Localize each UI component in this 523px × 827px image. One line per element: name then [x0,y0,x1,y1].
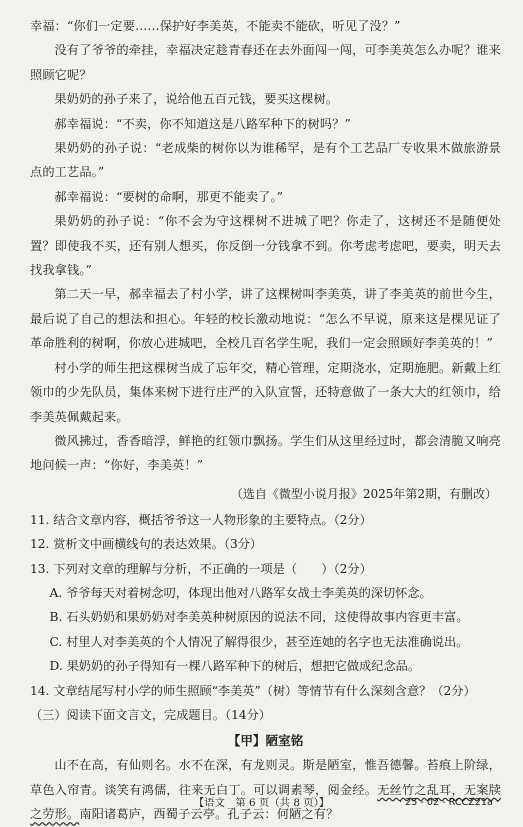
page-footer [0,795,523,811]
story-paragraph: 幸福：“你们一定要……保护好李美英，不能卖不能砍，听见了没？” [30,19,401,33]
classical-text-part: 山不在高，有仙则名。水不在深，有龙则灵。斯是陋室，惟吾德馨。苔痕上阶绿，草色入帘青。谈笑有鸿儒，往来无白丁。可以调素琴，阅金经。 [30,758,501,797]
exam-code: · 25 - 02 - RCCZ21a · [399,797,499,808]
source-citation: （选自《微型小说月报》2025年第2期，有删改） [230,486,497,501]
story-paragraph [30,429,501,478]
option-a: A. 爷爷每天对着树念叨，体现出他对八路军女战士李美英的深切怀念。 [49,585,432,600]
option-b: B. 石头奶奶和果奶奶对李美英种树原因的说法不同，这使得故事内容更丰富。 [49,610,469,625]
question-12: 12. 赏析文中画横线句的表达效果。（3分） [30,537,263,552]
question-11: 11. 结合文章内容，概括爷爷这一人物形象的主要特点。（2分） [30,512,372,527]
classical-text [30,753,501,826]
story-paragraph: 郝幸福说：“不卖，你不知道这是八路军种下的树吗？” [54,116,351,131]
option-c: C. 村里人对李美英的个人情况了解得很少，甚至连她的名字也无法准确说出。 [49,634,469,649]
story-paragraph: 第二天一早，郝幸福去了村小学，讲了这棵树叫李美英，讲了李美英的前世今生，最后说了自己的想法和担心。年轻的校长激动地说：“怎么不早说，原来这是棵见证了革命胜利的树啊，你放心进城吧，全校几百名学生呢，我们一定会照顾好李美英的！” [30,287,501,351]
question-13: 13. 下列对文章的理解与分析，不正确的一项是（ ）（2分） [30,561,372,576]
classical-text-part: 南阳诸葛庐，西蜀子云亭。孔子云：何陋之有？ [79,807,339,822]
story-paragraph: 郝幸福说：“要树的命啊，那更不能卖了。” [54,189,284,204]
story-paragraph: 没有了爷爷的牵挂，幸福决定趁青春还在去外面闯一闯，可李美英怎么办呢？谁来照顾它呢？ [30,43,501,82]
story-text: “你好，李美英！” [104,458,204,473]
story-text: 微风拂过，香香暗浮，鲜艳的红领巾飘扬。学生们从这里经过时，都会清脆又响亮地问候一声： [30,433,501,473]
story-paragraph: 果奶奶的孙子来了，说给他五百元钱，要买这棵树。 [54,92,339,107]
wavy-underlined-sentence: 无丝竹之乱耳，无案牍之劳形。 [30,782,501,822]
option-d: D. 果奶奶的孙子得知有一棵八路军种下的树后，想把它做成纪念品。 [49,659,421,674]
section-heading: （三）阅读下面文言文，完成题目。（14分） [30,707,271,722]
classical-title: 【甲】陋室铭 [227,733,304,749]
story-paragraph: 果奶奶的孙子说：“你不会为守这棵树不进城了吧？你走了，这树还不是随便处置？即使我不买，还有别人想买，你反倒一分钱拿不到。你考虑考虑吧，要卖，明天去找我拿钱。” [30,214,501,278]
page-number: 【语文 第 6 页（共 8 页）】 [193,797,330,809]
story-paragraph: 果奶奶的孙子说：“老成柴的树你以为谁稀罕，是有个工艺品厂专收果木做旅游景点的工艺品。” [30,141,501,180]
question-14: 14. 文章结尾写村小学的师生照顾“李美英”（树）等情节有什么深刻含意？（2分） [30,683,476,698]
story-paragraph: 村小学的师生把这棵树当成了忘年交，精心管理，定期浇水，定期施肥。新戴上红领巾的少先队员，集体来树下进行庄严的入队宣誓，还特意做了一条大大的红领巾，给李美英佩戴起来。 [30,360,501,424]
